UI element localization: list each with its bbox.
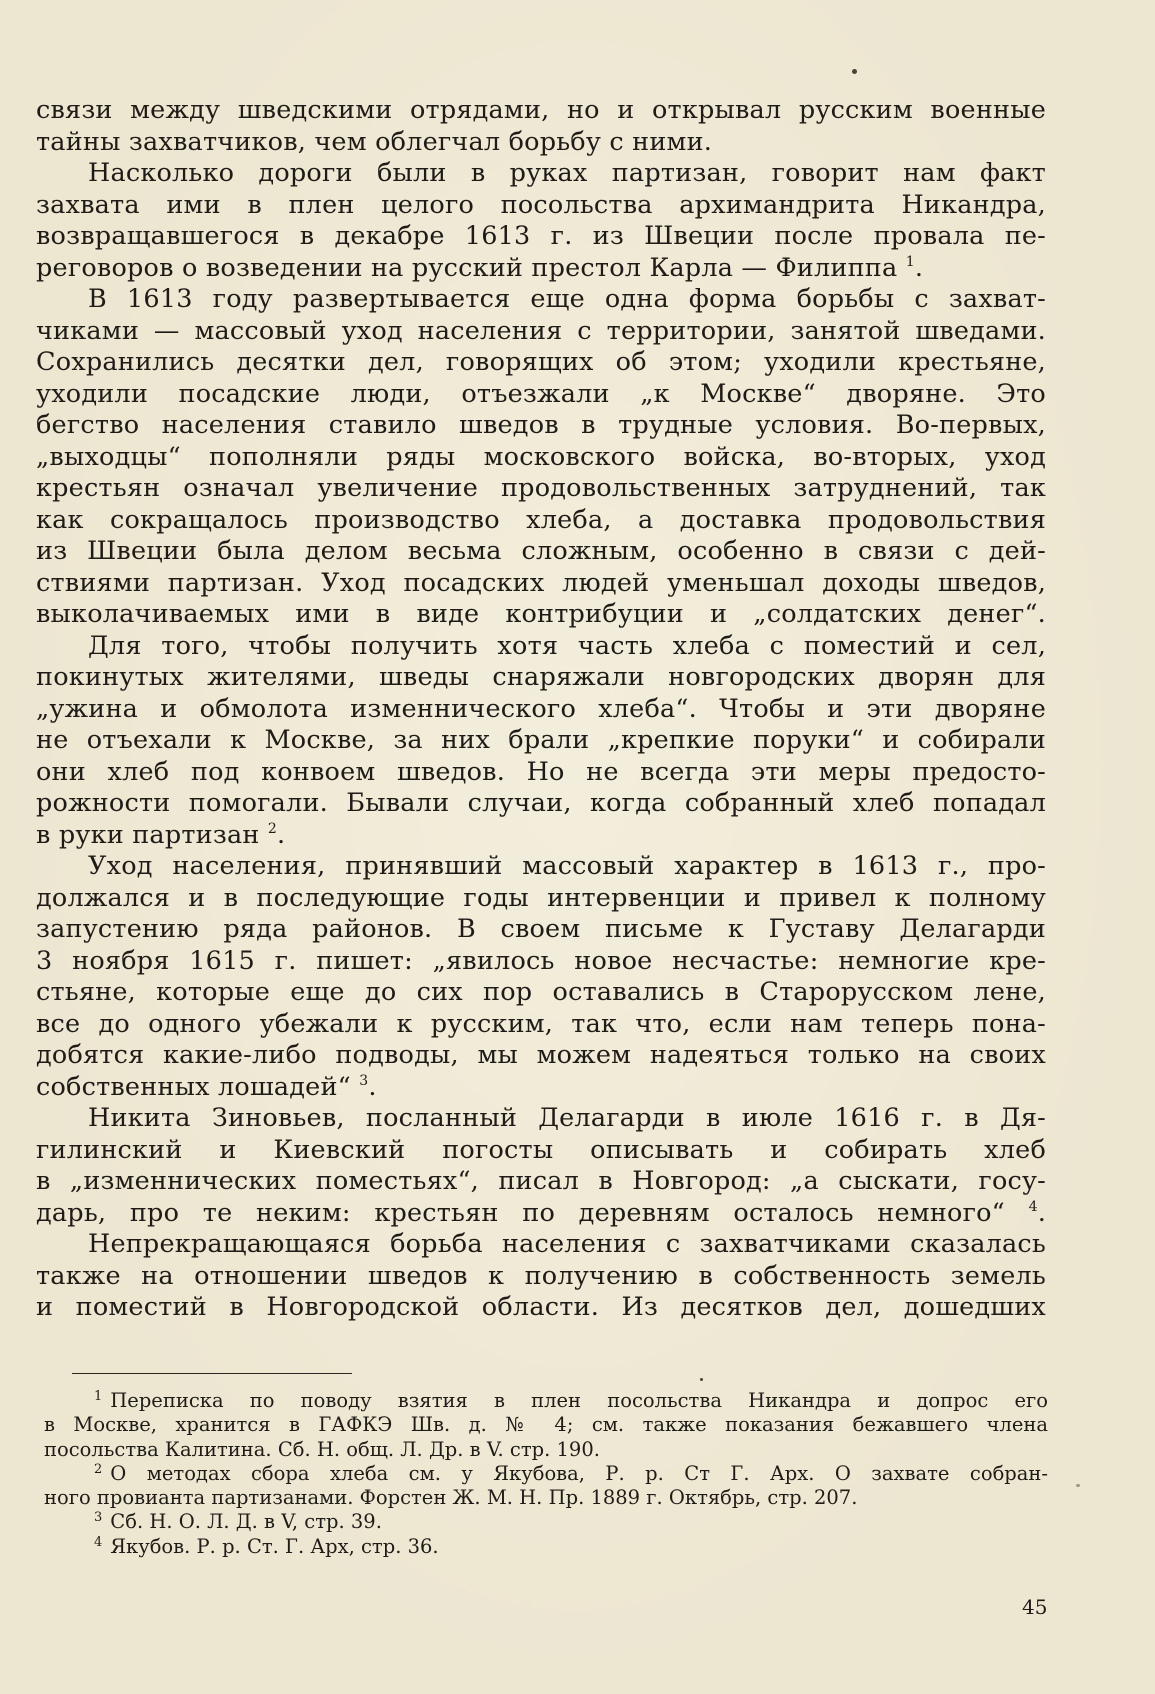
ink-speck — [1076, 1484, 1080, 1487]
ink-speck — [852, 69, 857, 74]
footnote-line: посольства Калитина. Сб. Н. общ. Л. Др. в V. стр. 190. — [44, 1437, 600, 1461]
text-line: ствиями партизан. Уход посадских людей уменьшал доходы шведов, — [36, 567, 1046, 598]
footnotes — [44, 1389, 1048, 1559]
text-line: из Швеции была делом весьма сложным, особенно в связи с дей- — [36, 536, 1046, 566]
text-line: Никита Зиновьев, посланный Делагарди в июле 1616 г. в Дя- — [88, 1103, 1046, 1133]
text-line: Уход населения, принявший массовый характер в 1613 г., про- — [88, 851, 1046, 881]
text-line: захвата ими в плен целого посольства архимандрита Никандра, — [36, 189, 1046, 220]
text-span: дарь, про те неким: крестьян по деревням осталось немного“ — [36, 1197, 1005, 1228]
ink-speck — [700, 1378, 703, 1381]
footnote-mark: 1 — [94, 1389, 103, 1404]
text-line: Сохранились десятки дел, говорящих об этом; уходили крестьяне, — [36, 347, 1046, 377]
text-line: покинутых жителями, шведы снаряжали новгородских дворян для — [36, 662, 1046, 692]
footnote-line — [44, 1535, 1048, 1559]
text-line: и поместий в Новгородской области. Из десятков дел, дошедших — [36, 1292, 1046, 1322]
text-line: в „изменнических поместьях“, писал в Новгород: „а сыскати, госу- — [36, 1166, 1046, 1196]
footnote-ref: 1 — [905, 253, 915, 270]
footnote-text: О методах сбора хлеба см. у Якубова, Р. р. Ст Г. Арх. О захвате собран- — [110, 1461, 1048, 1485]
text-line: Насколько дороги были в руках партизан, говорит нам факт — [88, 158, 1046, 188]
footnote-mark: 2 — [94, 1461, 103, 1477]
footnote-separator — [72, 1373, 352, 1374]
footnote-line — [44, 1389, 1048, 1413]
footnote-text: Переписка по поводу взятия в плен посольства Никандра и допрос его — [110, 1389, 1048, 1412]
footnote-line — [44, 1462, 1048, 1486]
text-line: возвращавшегося в декабре 1613 г. из Швеции после провала пе- — [36, 221, 1046, 251]
text-line: выколачиваемых ими в виде контрибуции и „солдатских денег“. — [36, 599, 1046, 629]
footnote-line: ного провианта партизанами. Форстен Ж. М. Н. Пр. 1889 г. Октябрь, стр. 207. — [44, 1486, 858, 1510]
footnote-line: в Москве, хранится в ГАФКЭ Шв. д. № 4; см. также показания бежавшего члена — [44, 1413, 1048, 1437]
text-line: все до одного убежали к русским, так что, если нам теперь пона- — [36, 1008, 1046, 1039]
text-line: как сокращалось производство хлеба, а доставка продовольствия — [36, 504, 1046, 535]
footnote-mark: 3 — [94, 1510, 103, 1526]
text-line: должался и в последующие годы интервенции и привел к полному — [36, 882, 1046, 913]
page-number: 45 — [1022, 1595, 1048, 1619]
text-line: „выходцы“ пополняли ряды московского войска, во-вторых, уход — [36, 441, 1046, 472]
footnote-ref: 4 — [1028, 1198, 1038, 1215]
text-line: Непрекращающаяся борьба населения с захватчиками сказалась — [88, 1229, 1046, 1259]
text-line: они хлеб под конвоем шведов. Но не всегда эти меры предосто- — [36, 756, 1046, 787]
text-line: дарь, про те неким: крестьян по деревням осталось немного“ $^4$. — [36, 1197, 1046, 1228]
text-line: В 1613 году развертывается еще одна форма борьбы с захват- — [88, 284, 1046, 314]
text-line: связи между шведскими отрядами, но и открывал русским военные — [36, 95, 1046, 125]
text-line: добятся какие-либо подводы, мы можем надеяться только на своих — [36, 1040, 1046, 1070]
text-line: „ужина и обмолота изменнического хлеба“. Чтобы и эти дворяне — [36, 693, 1046, 724]
text-line: стьяне, которые еще до сих пор оставались в Старорусском лене, — [36, 977, 1046, 1007]
text-span: реговоров о возведении на русский престол Карла — Филиппа — [36, 252, 898, 283]
text-line: рожности помогали. Бывали случаи, когда собранный хлеб попадал — [36, 788, 1046, 818]
text-span: в руки партизан — [36, 819, 260, 850]
text-span: собственных лошадей“ — [36, 1071, 351, 1102]
text-line: собственных лошадей“ $^3$. — [36, 1071, 377, 1102]
text-line: запустению ряда районов. В своем письме к Густаву Делагарди — [36, 914, 1046, 944]
text-line: Для того, чтобы получить хотя часть хлеба с поместий и сел, — [88, 630, 1046, 661]
text-line: уходили посадские люди, отъезжали „к Москве“ дворяне. Это — [36, 378, 1046, 409]
text-line: чиками — массовый уход населения с территории, занятой шведами. — [36, 315, 1046, 346]
footnote-mark: 4 — [94, 1534, 103, 1550]
text-line: бегство населения ставило шведов в трудные условия. Во-первых, — [36, 410, 1046, 440]
text-line: также на отношении шведов к получению в собственность земель — [36, 1260, 1046, 1291]
footnote-ref: 2 — [267, 820, 277, 837]
text-line: тайны захватчиков, чем облегчал борьбу с ними. — [36, 126, 713, 157]
footnote-text: Сб. Н. О. Л. Д. в V, стр. 39. — [110, 1510, 382, 1534]
text-line: в руки партизан $^2$. — [36, 819, 286, 850]
footnote-ref: 3 — [359, 1072, 369, 1089]
footnote-text: Якубов. Р. р. Ст. Г. Арх, стр. 36. — [110, 1534, 439, 1558]
text-line: 3 ноября 1615 г. пишет: „явилось новое несчастье: немногие кре- — [36, 945, 1046, 976]
text-line: крестьян означал увеличение продовольственных затруднений, так — [36, 473, 1046, 503]
footnote-line — [44, 1510, 1048, 1534]
text-line: не отъехали к Москве, за них брали „крепкие поруки“ и собирали — [36, 725, 1046, 755]
text-line: гилинский и Киевский погосты описывать и собирать хлеб — [36, 1134, 1046, 1165]
text-line: реговоров о возведении на русский престол Карла — Филиппа $^1$. — [36, 252, 924, 283]
main-text — [36, 95, 1046, 1324]
